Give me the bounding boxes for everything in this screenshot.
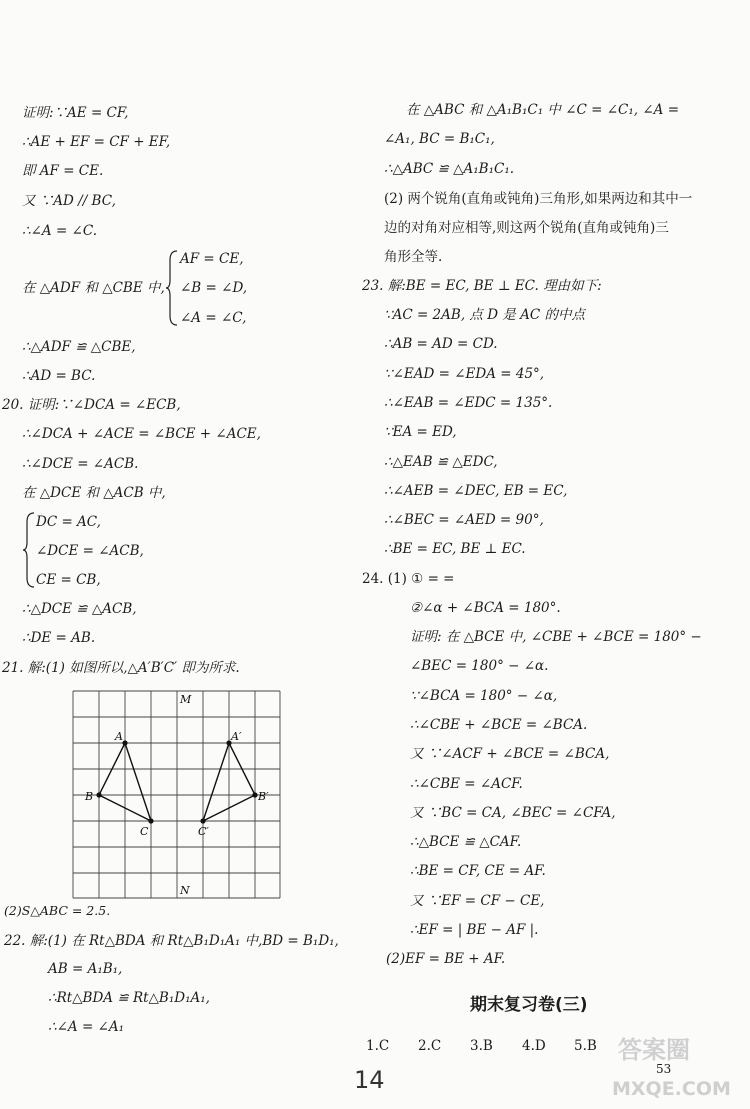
proof-line: ∴BE = EC, BE ⊥ EC. — [384, 541, 526, 557]
section-title: 期末复习卷(三) — [470, 995, 588, 1015]
watermark-logo: 答案圈 — [618, 1036, 690, 1064]
label-a2: A′ — [231, 730, 242, 743]
proof-line: ∴DE = AB. — [22, 630, 96, 646]
proof-line: 21. 解:(1) 如图所以,△A′B′C′ 即为所求. — [2, 660, 240, 676]
proof-line: ∴△EAB ≌ △EDC, — [384, 454, 498, 470]
brace-icon — [22, 512, 36, 588]
answer-item: 2.C — [418, 1038, 442, 1054]
brace-line: ∠B = ∠D, — [180, 280, 248, 296]
grid-figure — [72, 690, 282, 900]
proof-line: 边的对角对应相等,则这两个锐角(直角或钝角)三 — [384, 220, 669, 236]
brace-line: AF = CE, — [180, 251, 244, 267]
label-m: M — [180, 693, 192, 706]
proof-line: ∴△ABC ≌ △A₁B₁C₁. — [384, 161, 515, 177]
proof-line: 23. 解:BE = EC, BE ⊥ EC. 理由如下: — [362, 278, 602, 294]
point-b2 — [252, 792, 257, 797]
proof-line: ∴AE + EF = CF + EF, — [22, 134, 171, 150]
proof-line: 证明:∵AE = CF, — [22, 105, 129, 121]
answer-item: 1.C — [366, 1038, 390, 1054]
proof-line: 在 △ADF 和 △CBE 中, — [22, 280, 165, 296]
label-a: A — [115, 730, 123, 743]
brace-line: DC = AC, — [36, 514, 101, 530]
proof-line: AB = A₁B₁, — [48, 961, 123, 977]
label-n: N — [180, 884, 190, 897]
brace-icon — [165, 250, 179, 326]
proof-line: ∴∠AEB = ∠DEC, EB = EC, — [384, 483, 568, 499]
proof-line: ∴∠A = ∠A₁ — [48, 1019, 125, 1035]
proof-line: ∴∠A = ∠C. — [22, 223, 97, 239]
proof-line: ∴∠CBE + ∠BCE = ∠BCA. — [410, 717, 588, 733]
proof-line: 22. 解:(1) 在 Rt△BDA 和 Rt△B₁D₁A₁ 中,BD = B₁D₁, — [4, 933, 339, 949]
proof-line: ∴∠DCA + ∠ACE = ∠BCE + ∠ACE, — [22, 426, 261, 442]
proof-line: 在 △DCE 和 △ACB 中, — [22, 485, 166, 501]
proof-line: ∴∠EAB = ∠EDC = 135°. — [384, 395, 553, 411]
answer-item: 3.B — [470, 1038, 493, 1054]
proof-line: ∴△ADF ≌ △CBE, — [22, 339, 136, 355]
proof-line: 证明: 在 △BCE 中, ∠CBE + ∠BCE = 180° − — [410, 629, 702, 645]
proof-line: ②∠α + ∠BCA = 180°. — [410, 600, 561, 616]
page-number: 53 — [656, 1062, 672, 1076]
proof-line: ∴EF = | BE − AF |. — [410, 922, 539, 938]
proof-line: ∵∠EAD = ∠EDA = 45°, — [384, 366, 545, 382]
label-c: C — [140, 825, 149, 838]
proof-line: ∴∠DCE = ∠ACB. — [22, 456, 139, 472]
proof-line: (2) 两个锐角(直角或钝角)三角形,如果两边和其中一 — [384, 191, 693, 207]
proof-line: 又 ∵BC = CA, ∠BEC = ∠CFA, — [410, 805, 616, 821]
proof-line: ∵AC = 2AB, 点 D 是 AC 的中点 — [384, 307, 585, 323]
point-c — [148, 818, 153, 823]
label-b: B — [85, 790, 94, 803]
proof-line: 24. (1) ① = = — [362, 571, 455, 587]
proof-line: 又 ∵AD // BC, — [22, 193, 116, 209]
point-b — [96, 792, 101, 797]
point-a — [122, 740, 127, 745]
brace-line: CE = CB, — [36, 572, 101, 588]
label-c2: C′ — [198, 825, 209, 838]
proof-line: ∴Rt△BDA ≌ Rt△B₁D₁A₁, — [48, 990, 210, 1006]
proof-line: ∴△DCE ≌ △ACB, — [22, 601, 137, 617]
proof-line: ∴AD = BC. — [22, 368, 96, 384]
proof-line: ∵∠BCA = 180° − ∠α, — [410, 688, 558, 704]
proof-line: (2)S△ABC = 2.5. — [4, 903, 111, 918]
proof-line: 在 △ABC 和 △A₁B₁C₁ 中 ∠C = ∠C₁, ∠A = — [406, 102, 680, 118]
proof-line: (2)EF = BE + AF. — [386, 951, 506, 967]
point-c2 — [200, 818, 205, 823]
label-b2: B′ — [258, 790, 269, 803]
proof-line: 又 ∵EF = CF − CE, — [410, 893, 545, 909]
brace-line: ∠DCE = ∠ACB, — [36, 543, 144, 559]
handwritten-number: 14 — [354, 1066, 385, 1094]
watermark-url: MXQE.COM — [612, 1078, 731, 1100]
proof-line: ∴AB = AD = CD. — [384, 336, 498, 352]
proof-line: ∴BE = CF, CE = AF. — [410, 863, 546, 879]
answer-item: 4.D — [522, 1038, 546, 1054]
brace-line: ∠A = ∠C, — [180, 310, 247, 326]
proof-line: ∵EA = ED, — [384, 424, 457, 440]
answer-item: 5.B — [574, 1038, 597, 1054]
proof-line: ∴∠BEC = ∠AED = 90°, — [384, 512, 544, 528]
proof-line: 即 AF = CE. — [22, 163, 104, 179]
proof-line: ∴∠CBE = ∠ACF. — [410, 776, 523, 792]
proof-line: ∠A₁, BC = B₁C₁, — [384, 131, 495, 147]
proof-line: 20. 证明:∵∠DCA = ∠ECB, — [2, 397, 181, 413]
proof-line: 角形全等. — [384, 249, 443, 265]
proof-line: ∴△BCE ≌ △CAF. — [410, 834, 522, 850]
proof-line: ∠BEC = 180° − ∠α. — [410, 658, 549, 674]
proof-line: 又 ∵∠ACF + ∠BCE = ∠BCA, — [410, 746, 610, 762]
